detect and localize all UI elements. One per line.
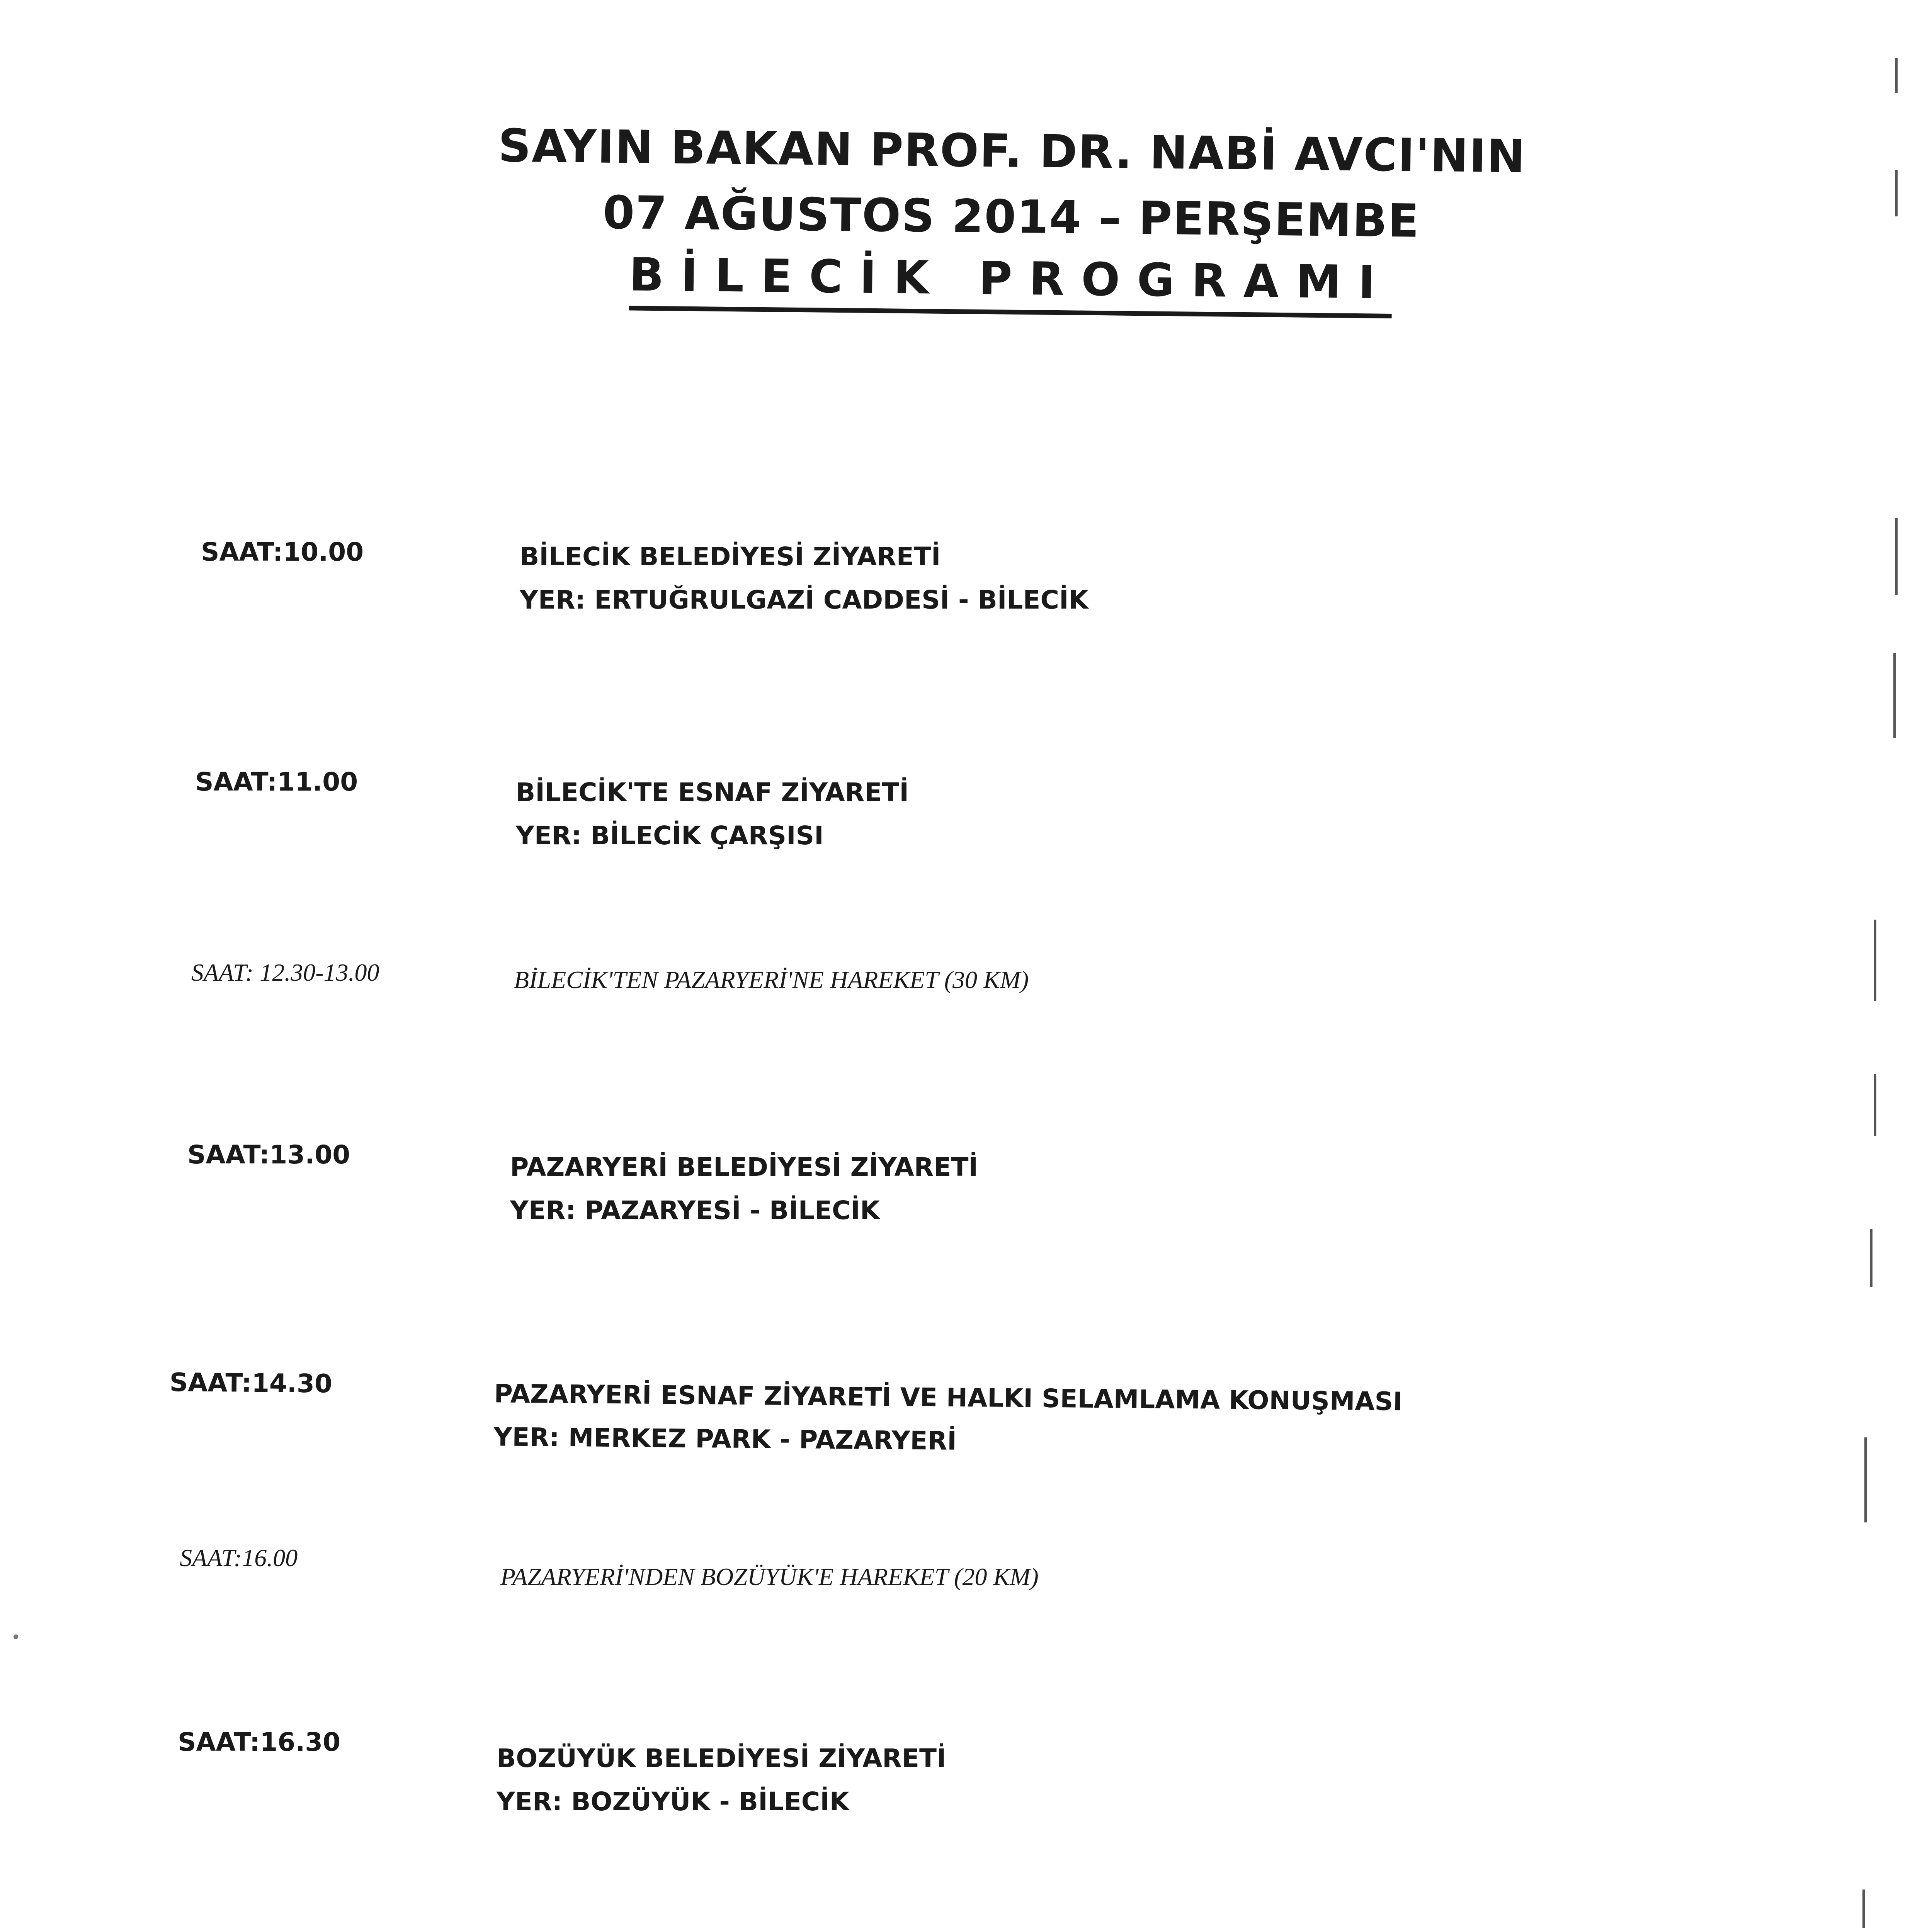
scan-artifact-line xyxy=(1895,170,1898,216)
entry-description xyxy=(514,958,1029,1002)
scan-artifact-line xyxy=(1893,653,1896,738)
header-title-line1: SAYIN BAKAN PROF. DR. NABİ AVCI'NIN xyxy=(498,119,1526,183)
entry-line: YER: BOZÜYÜK - BİLECİK xyxy=(497,1787,849,1816)
entry-time: SAAT:16.00 xyxy=(180,1544,298,1571)
scan-artifact-line xyxy=(1895,58,1898,93)
entry-line: YER: MERKEZ PARK - PAZARYERİ xyxy=(493,1422,957,1456)
entry-line: YER: PAZARYESİ - BİLECİK xyxy=(510,1196,880,1225)
scan-artifact-line xyxy=(1874,920,1876,1001)
entry-line: BİLECİK BELEDİYESİ ZİYARETİ xyxy=(520,542,941,571)
header-date-line: 07 AĞUSTOS 2014 – PERŞEMBE xyxy=(602,185,1420,248)
entry-description xyxy=(520,535,1088,622)
entry-description xyxy=(493,1372,1403,1467)
document-header xyxy=(431,112,1592,320)
entry-time: SAAT:13.00 xyxy=(187,1140,350,1170)
entry-description xyxy=(516,771,909,857)
scan-artifact-line xyxy=(1895,518,1898,595)
entry-line: YER: ERTUĞRULGAZİ CADDESİ - BİLECİK xyxy=(520,585,1088,615)
entry-line: PAZARYERİ ESNAF ZİYARETİ VE HALKI SELAMLAMA KONUŞMASI xyxy=(494,1379,1403,1417)
entry-time: SAAT:16.30 xyxy=(178,1727,341,1757)
entry-time: SAAT:14.30 xyxy=(169,1367,333,1399)
entry-time: SAAT:11.00 xyxy=(195,767,358,797)
entry-description xyxy=(500,1555,1039,1599)
entry-description xyxy=(510,1146,978,1232)
entry-line: BOZÜYÜK BELEDİYESİ ZİYARETİ xyxy=(497,1743,946,1773)
entry-line: BİLECİK'TEN PAZARYERİ'NE HAREKET (30 KM) xyxy=(514,966,1029,993)
scan-artifact-line xyxy=(1862,1889,1865,1928)
entry-line: YER: BİLECİK ÇARŞISI xyxy=(516,821,824,850)
entry-time: SAAT: 12.30-13.00 xyxy=(191,959,379,986)
entry-line: PAZARYERİ'NDEN BOZÜYÜK'E HAREKET (20 KM) xyxy=(500,1563,1039,1590)
scan-artifact-line xyxy=(1870,1229,1872,1287)
scan-artifact-dot xyxy=(14,1634,18,1639)
scan-artifact-line xyxy=(1874,1074,1876,1136)
scan-artifact-line xyxy=(1864,1437,1867,1522)
header-program-title: BİLECİK PROGRAMI xyxy=(629,245,1392,318)
entry-description xyxy=(497,1737,946,1823)
entry-time: SAAT:10.00 xyxy=(201,537,364,567)
entry-line: BİLECİK'TE ESNAF ZİYARETİ xyxy=(516,777,909,807)
entry-line: PAZARYERİ BELEDİYESİ ZİYARETİ xyxy=(510,1152,978,1182)
